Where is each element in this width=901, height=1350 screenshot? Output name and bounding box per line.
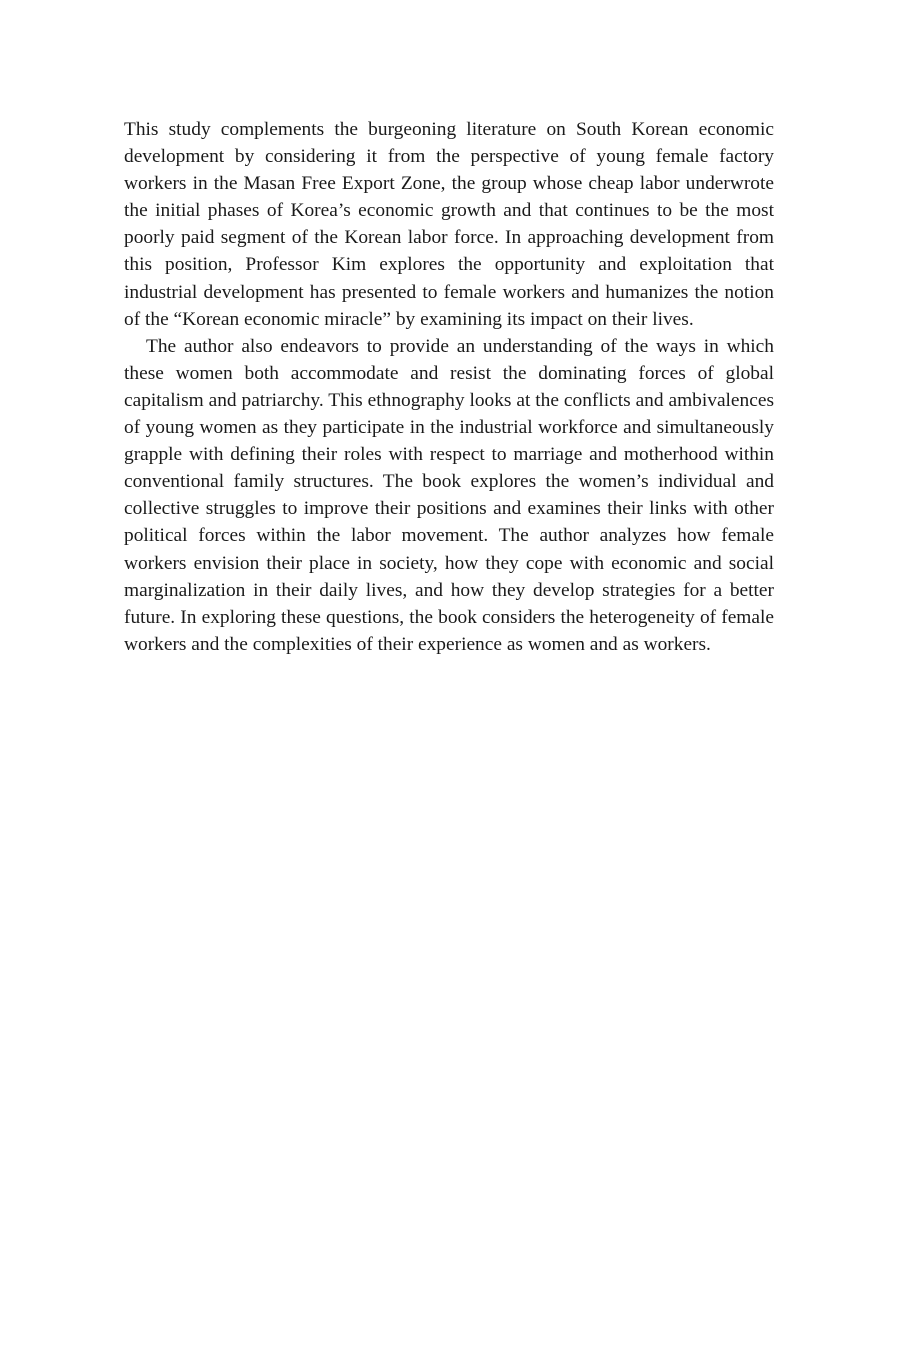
body-text [124,116,774,658]
paragraph-1: This study complements the burgeoning literature on South Korean economic development by considering it from the perspective of young female factory workers in the Masan Free Export Zone, the group whose cheap labor underwrote the initial phases of Korea’s economic growth and that continues to be the most poorly paid segment of the Korean labor force. In approaching development from this position, Professor Kim explores the opportunity and exploitation that industrial development has presented to female workers and humanizes the notion of the “Korean economic miracle” by examining its impact on their lives. [124,119,774,330]
paragraph-2: The author also endeavors to provide an understanding of the ways in which these women both accommodate and resist the dominating forces of global capitalism and patriarchy. This ethnography looks at the conflicts and ambivalences of young women as they participate in the industrial workforce and simultaneously grapple with defining their roles with respect to marriage and motherhood within conventional family structures. The book explores the women’s individual and collective struggles to improve their positions and examines their links with other political forces within the labor movement. The author analyzes how female workers envision their place in society, how they cope with economic and social marginalization in their daily lives, and how they develop strategies for a better future. In exploring these questions, the book considers the heterogeneity of female workers and the complexities of their experience as women and as workers. [124,335,774,655]
